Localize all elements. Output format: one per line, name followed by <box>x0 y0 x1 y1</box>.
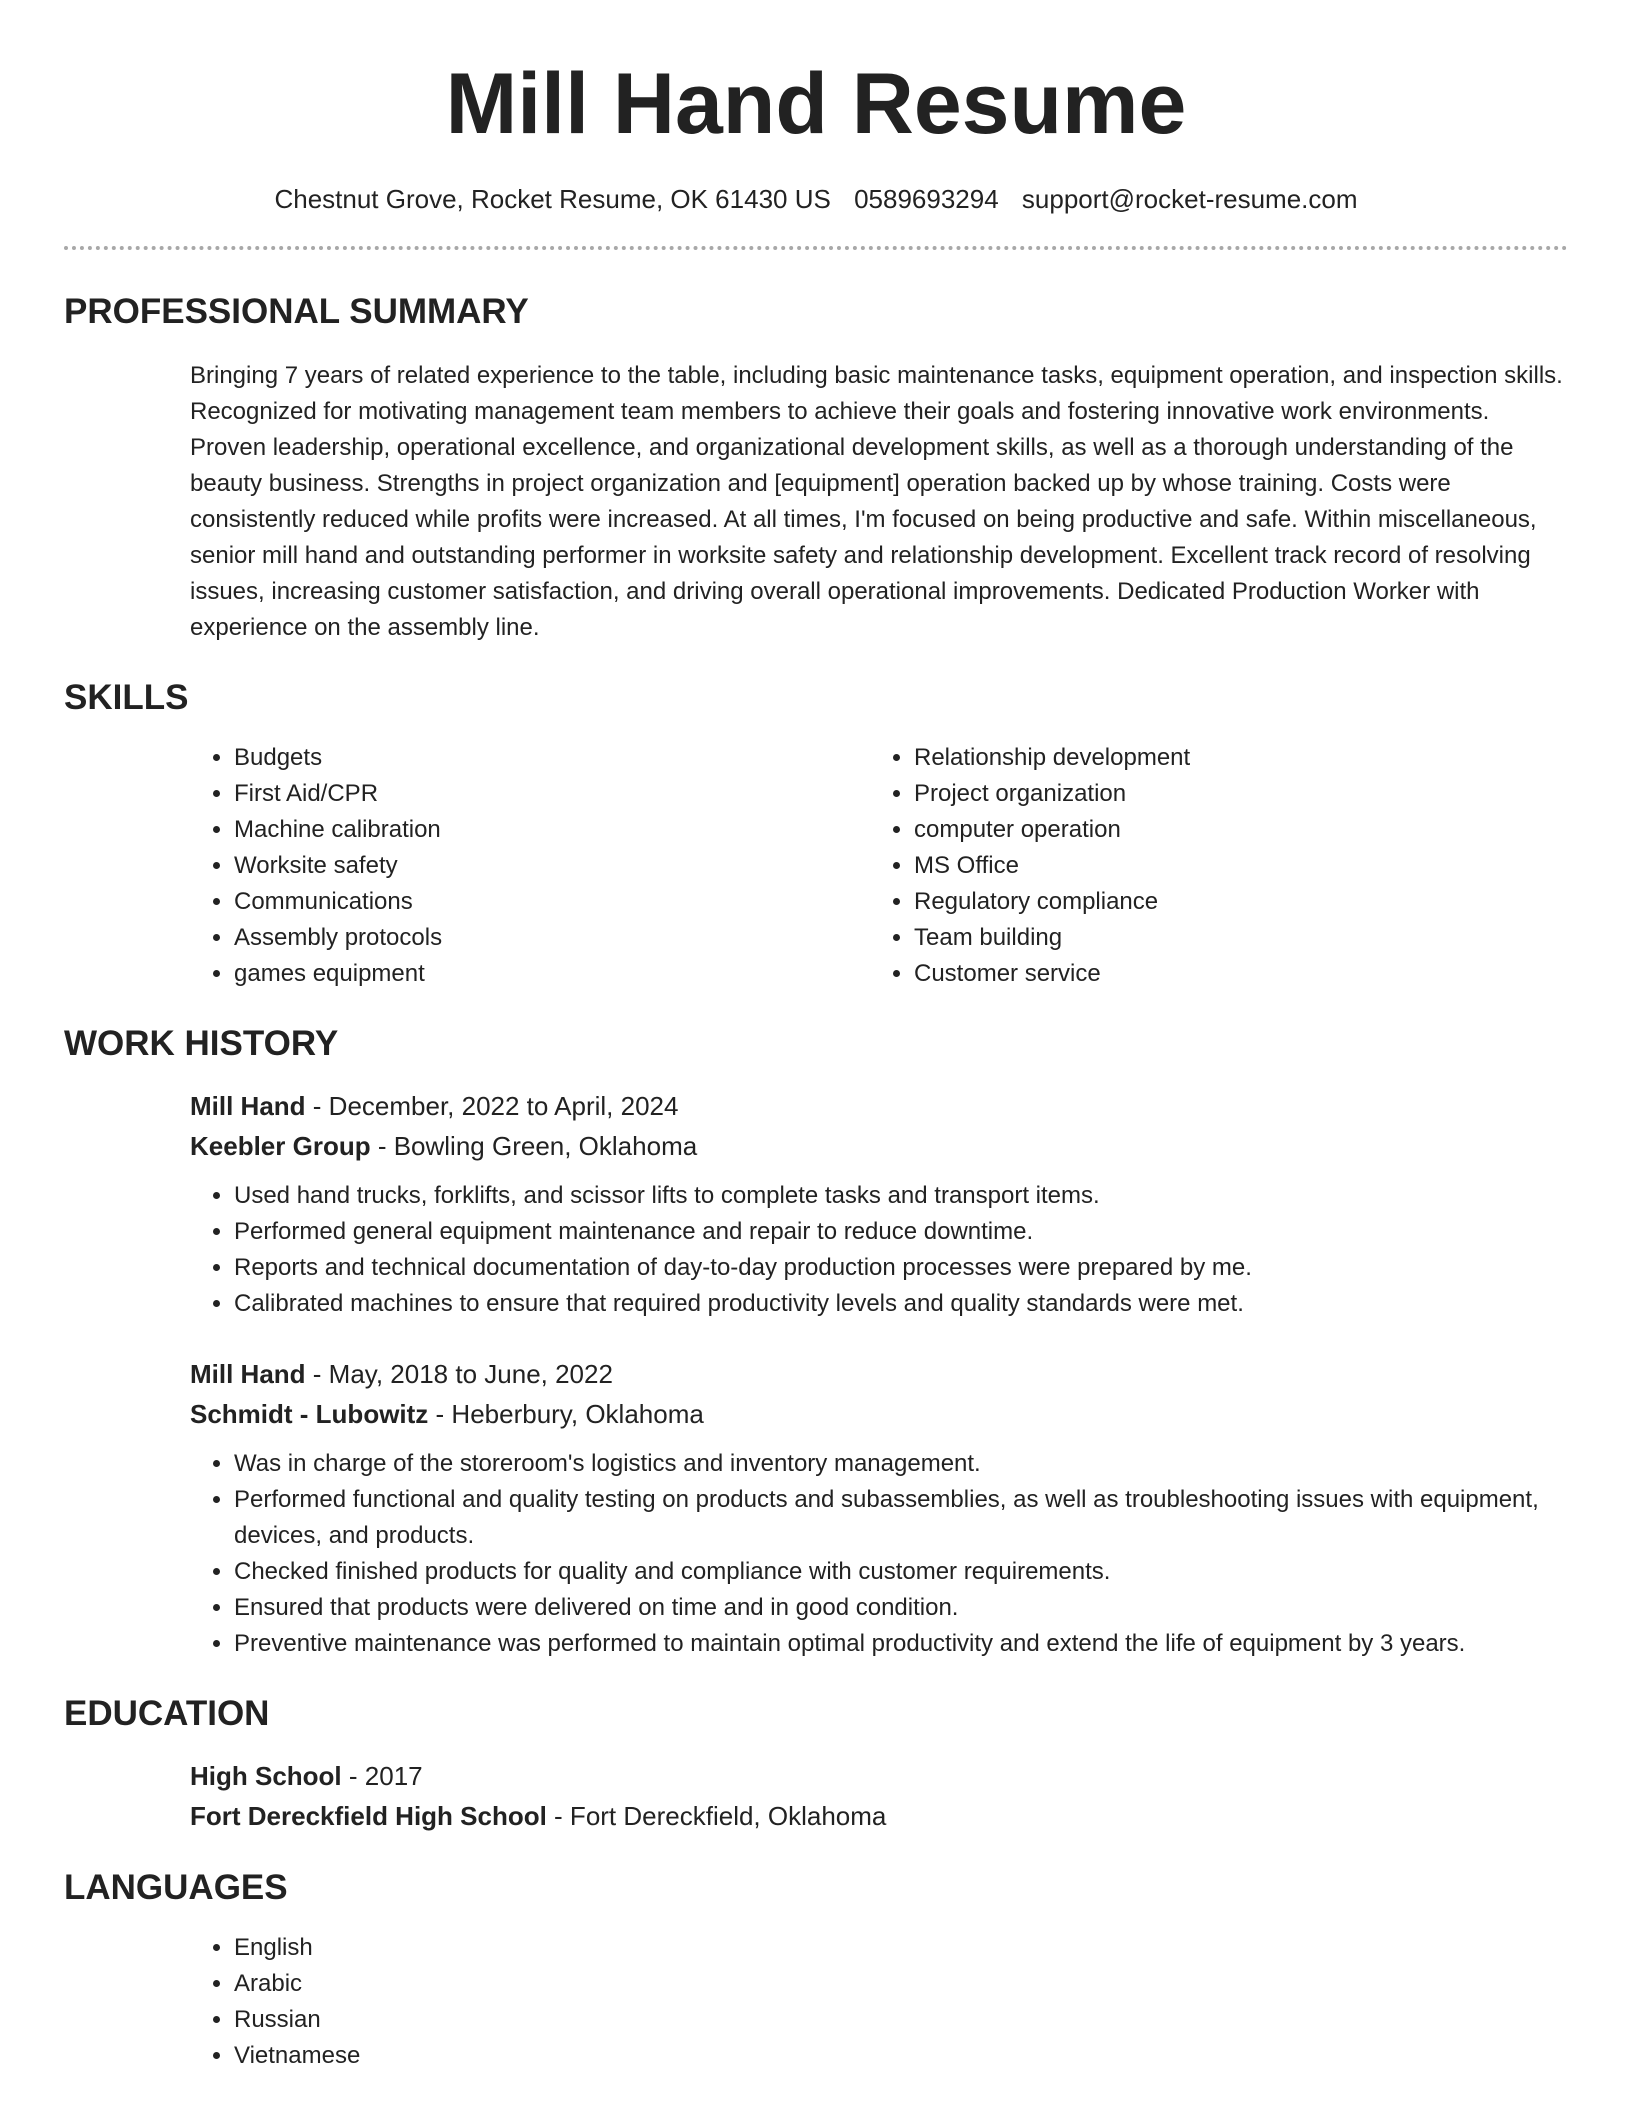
languages-heading: LANGUAGES <box>64 1868 288 1907</box>
job-bullet: • Ensured that products were delivered on time and in good condition. <box>234 1590 1568 1626</box>
education-heading: EDUCATION <box>64 1694 270 1733</box>
education-degree: High School <box>190 1761 342 1791</box>
summary-heading: PROFESSIONAL SUMMARY <box>64 292 529 331</box>
job-company: Keebler Group <box>190 1131 371 1161</box>
job-bullet: • Performed functional and quality testing on products and subassemblies, as well as troubleshooting issues with equipment, devices, and products. <box>234 1482 1568 1554</box>
job-bullet: • Checked finished products for quality and compliance with customer requirements. <box>234 1554 1568 1590</box>
contact-email: support@rocket-resume.com <box>1021 184 1358 214</box>
language-item: • Arabic <box>234 1966 1568 2002</box>
contact-phone: 0589693294 <box>854 184 999 214</box>
job-dates: - May, 2018 to June, 2022 <box>305 1359 613 1389</box>
job-company: Schmidt - Lubowitz <box>190 1399 429 1429</box>
skill-item: • Communications <box>234 884 870 920</box>
skill-item: • First Aid/CPR <box>234 776 870 812</box>
education-entry <box>190 1756 1568 1836</box>
skill-item: • Project organization <box>914 776 1550 812</box>
job-title: Mill Hand <box>190 1359 306 1389</box>
skills-list <box>190 740 1568 992</box>
job-bullets <box>190 1178 1568 1322</box>
skills-column-right <box>870 740 1550 992</box>
job-bullet: • Preventive maintenance was performed to maintain optimal productivity and extend the life of equipment by 3 years. <box>234 1626 1568 1662</box>
skill-item: • games equipment <box>234 956 870 992</box>
job-bullets <box>190 1446 1568 1662</box>
education-degree-line <box>190 1756 1568 1796</box>
job-bullet: • Calibrated machines to ensure that required productivity levels and quality standards were met. <box>234 1286 1568 1322</box>
job-location: - Bowling Green, Oklahoma <box>370 1131 698 1161</box>
resume-title: Mill Hand Resume <box>445 56 1187 152</box>
contact-address: Chestnut Grove, Rocket Resume, OK 61430 US <box>274 184 831 214</box>
skill-item: • Budgets <box>234 740 870 776</box>
job-bullet: • Used hand trucks, forklifts, and scissor lifts to complete tasks and transport items. <box>234 1178 1568 1214</box>
contact-line <box>64 184 1568 214</box>
language-item: • Vietnamese <box>234 2038 1568 2074</box>
job-title-line <box>190 1354 1568 1394</box>
job-location: - Heberbury, Oklahoma <box>428 1399 704 1429</box>
skill-item: • Machine calibration <box>234 812 870 848</box>
job-bullet: • Reports and technical documentation of day-to-day production processes were prepared by me. <box>234 1250 1568 1286</box>
education-school: Fort Dereckfield High School <box>190 1801 547 1831</box>
job-company-line <box>190 1394 1568 1434</box>
skill-item: • Relationship development <box>914 740 1550 776</box>
education-location: - Fort Dereckfield, Oklahoma <box>546 1801 887 1831</box>
education-school-line <box>190 1796 1568 1836</box>
job-title-line <box>190 1086 1568 1126</box>
language-item: • English <box>234 1930 1568 1966</box>
skill-item: • Assembly protocols <box>234 920 870 956</box>
work-heading: WORK HISTORY <box>64 1024 339 1063</box>
job-entry <box>190 1354 1568 1662</box>
header-divider <box>64 246 1568 250</box>
skill-item: • Team building <box>914 920 1550 956</box>
job-bullet: • Was in charge of the storeroom's logistics and inventory management. <box>234 1446 1568 1482</box>
skill-item: • Customer service <box>914 956 1550 992</box>
job-dates: - December, 2022 to April, 2024 <box>305 1091 679 1121</box>
languages-list <box>190 1930 1568 2074</box>
job-title: Mill Hand <box>190 1091 306 1121</box>
job-entry <box>190 1086 1568 1322</box>
job-bullet: • Performed general equipment maintenance and repair to reduce downtime. <box>234 1214 1568 1250</box>
skill-item: • Worksite safety <box>234 848 870 884</box>
skill-item: • MS Office <box>914 848 1550 884</box>
summary-text: Bringing 7 years of related experience to the table, including basic maintenance tasks, equipment operation, and inspection skills. Recognized for motivating management team members to achieve their goals and fostering innovative work environments. Proven leadership, operational excellence, and organizational development skills, as well as a thorough understanding of the beauty business. Strengths in project organization and [equipment] operation backed up by whose training. Costs were consistently reduced while profits were increased. At all times, I'm focused on being productive and safe. Within miscellaneous, senior mill hand and outstanding performer in worksite safety and relationship development. Excellent track record of resolving issues, increasing customer satisfaction, and driving overall operational improvements. Dedicated Production Worker with experience on the assembly line. <box>190 362 1563 641</box>
skills-heading: SKILLS <box>64 678 189 717</box>
skill-item: • Regulatory compliance <box>914 884 1550 920</box>
job-company-line <box>190 1126 1568 1166</box>
skill-item: • computer operation <box>914 812 1550 848</box>
skills-column-left <box>190 740 870 992</box>
education-year: - 2017 <box>341 1761 423 1791</box>
language-item: • Russian <box>234 2002 1568 2038</box>
